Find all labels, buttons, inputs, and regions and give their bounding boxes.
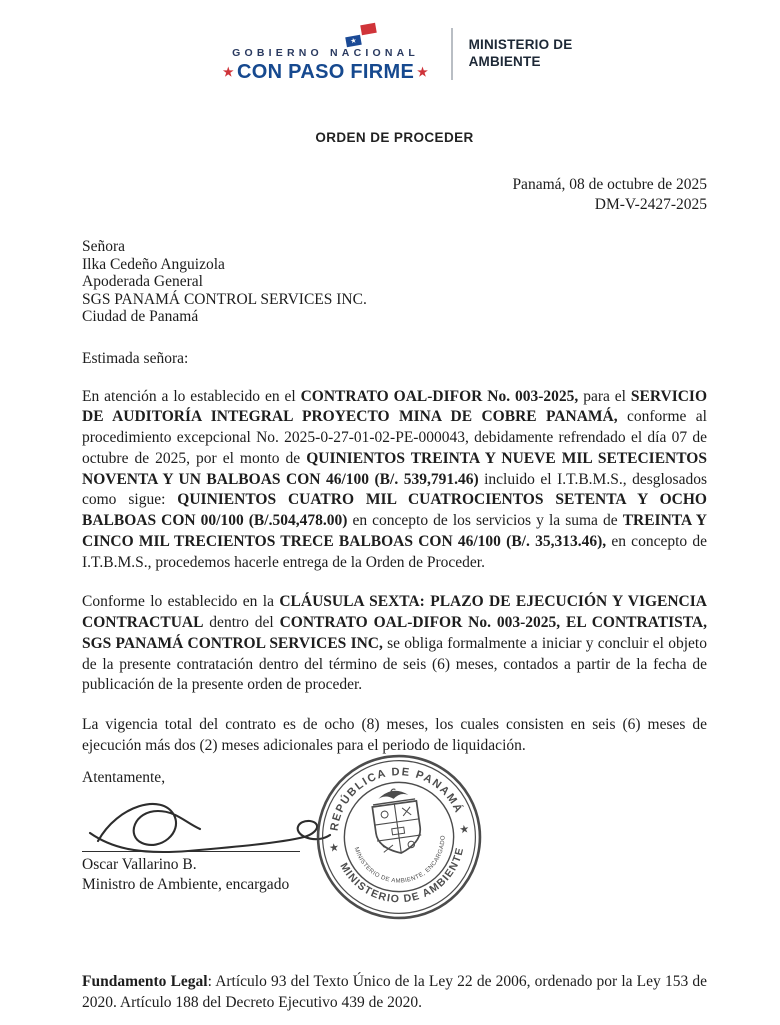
paragraph-contract: En atención a lo establecido en el CONTRATO OAL-DIFOR No. 003-2025, para el SERVICIO DE AUDITORÍA INTEGRAL PROYECTO MINA DE COBRE PANAMÁ, conforme al procedimiento excepcional No. 2025-0-27-01-02-PE-000043, debidamente refrendado el día 07 de octubre de 2025, por el monto de QUINIENTOS TREINTA Y NUEVE MIL SETECIENTOS NOVENTA Y UN BALBOAS CON 46/100 (B/. 539,791.46) incluido el I.T.B.M.S., desglosados como sigue: QUINIENTOS CUATRO MIL CUATROCIENTOS SETENTA Y OCHO BALBOAS CON 00/100 (B/.504,478.00) en concepto de los servicios y la suma de TREINTA Y CINCO MIL TRECIENTOS TRECE BALBOAS CON 46/100 (B/. 35,313.46), en concepto de I.T.B.M.S., procedemos hacerle entrega de la Orden de Proceder. <box>82 387 708 571</box>
logo-divider <box>451 28 453 80</box>
recipient-line: Ilka Cedeño Anguizola <box>82 255 225 273</box>
closing: Atentamente, <box>82 768 166 786</box>
recipient-block <box>82 238 707 326</box>
document-title: ORDEN DE PROCEDER <box>315 130 474 145</box>
signer-title: Ministro de Ambiente, encargado <box>82 875 290 893</box>
star-icon: ★ <box>222 65 234 79</box>
salutation: Estimada señora: <box>82 349 189 367</box>
signature-area <box>82 765 707 921</box>
date-line: Panamá, 08 de octubre de 2025 <box>512 176 707 193</box>
letterhead <box>82 24 707 84</box>
signer-name: Oscar Vallarino B. <box>82 855 197 873</box>
seal-star-left-icon: ★ <box>328 841 340 855</box>
signature-scribble <box>84 789 334 865</box>
recipient-line: Ciudad de Panamá <box>82 308 199 326</box>
gobierno-nacional-label: GOBIERNO NACIONAL <box>232 47 420 59</box>
seal-top-text: REPÚBLICA DE PANAMÁ <box>328 765 465 832</box>
panama-flag-icon <box>344 24 378 46</box>
recipient-line: SGS PANAMÁ CONTROL SERVICES INC. <box>82 290 367 308</box>
legal-basis: Fundamento Legal: Artículo 93 del Texto Único de la Ley 22 de 2006, ordenado por la Ley 153 de 2020. Artículo 188 del Decreto Ejecutivo 439 de 2020. <box>82 972 707 1011</box>
seal-bottom-text: MINISTERIO DE AMBIENTE <box>337 845 467 906</box>
gobierno-nacional-logo <box>217 24 435 84</box>
date-block <box>82 175 707 214</box>
ministry-name: MINISTERIO DE AMBIENTE <box>468 37 573 69</box>
paragraph-validity: La vigencia total del contrato es de ocho (8) meses, los cuales consisten en seis (6) meses de ejecución más dos (2) meses adicionales para el periodo de liquidación. <box>82 716 707 755</box>
con-paso-firme-label: ★ CON PASO FIRME ★ <box>217 61 435 84</box>
star-icon: ★ <box>417 65 429 79</box>
reference-number: DM-V-2427-2025 <box>594 195 707 213</box>
seal-star-right-icon: ★ <box>458 823 471 837</box>
flag-star-icon: ★ <box>349 37 357 45</box>
recipient-line: Señora <box>82 238 126 256</box>
seal-inner-text: MINISTERIO DE AMBIENTE, ENCARGADO <box>352 834 447 885</box>
ministry-seal <box>302 740 496 934</box>
flag-blue-quarter <box>345 35 362 47</box>
flag-red-quarter <box>360 23 377 35</box>
coat-of-arms-icon <box>370 786 423 856</box>
recipient-line: Apoderada General <box>82 273 203 291</box>
paragraph-clause: Conforme lo establecido en la CLÁUSULA SEXTA: PLAZO DE EJECUCIÓN Y VIGENCIA CONTRACTUAL dentro del CONTRATO OAL-DIFOR No. 003-2025, EL CONTRATISTA, SGS PANAMÁ CONTROL SERVICES INC, se obliga formalmente a iniciar y concluir el objeto de la presente contratación dentro del término de seis (6) meses, contados a partir de la fecha de publicación de la presente orden de proceder. <box>82 593 707 694</box>
